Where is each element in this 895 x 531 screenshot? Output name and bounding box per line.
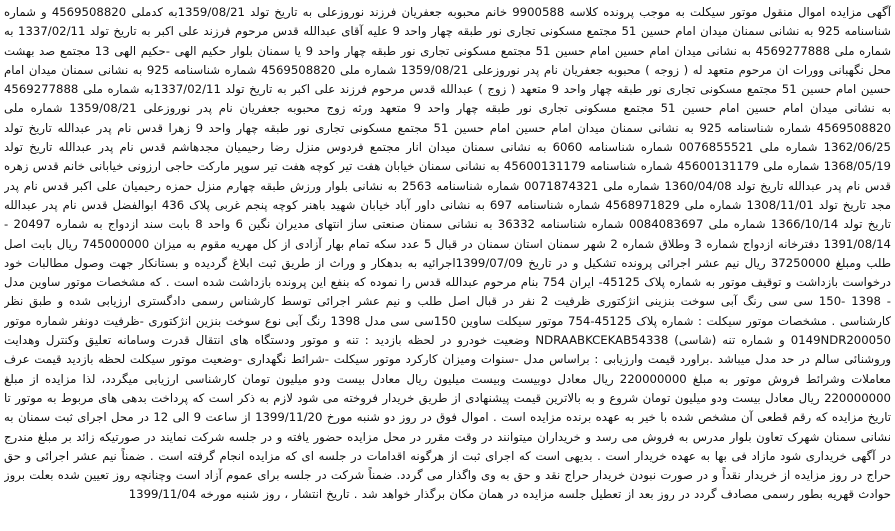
auction-notice (4, 3, 891, 529)
notice-body-text: آگهی مزایده اموال منقول موتور سیکلت به موجب پرونده کلاسه 9900588 خانم محبوبه جعفریان فرزند نوروزعلی به تاریخ تولد 1359/08/21به کدملی 4569508820 و شماره شناسنامه 925 به نشانی سمنان میدان امام حسین 51 مجتمع مسکونی تجاری نور طبقه چهار واحد 9 علیه آقای عبدالله قدس مرحوم فرزند علی اکبر به تاریخ تولد 1337/02/11 به شماره ملی 4569277888 به نشانی میدان امام حسین امام حسین 51 مجتمع مسکونی تجاری نور طبقه چهار واحد 9 یا سمنان بلوار حکیم الهی -حکیم الهی 13 مجتمع صد بهشت محل نگهبانی وورات ان مرحوم متعهد له ( زوجه ) محبوبه جعفریان نام پدر نوروزعلی 1359/08/21 شماره ملی 4569508820 شماره شناسنامه 925 به نشانی سمنان میدان امام حسین امام حسین 51 مجتمع مسکونی تجاری نور طبقه چهار واحد 9 متعهد ( زوج ) عبدالله قدس مرحوم فرزند علی اکبر به تاریخ تولد 1337/02/11به شماره ملی 4569277888 به نشانی میدان امام حسین امام حسین 51 مجتمع مسکونی تجاری نور طبقه چهار واحد 9 متعهد ورثه زوج محبوبه جعفریان نام پدر نوروزعلی 1359/08/21 شماره ملی 4569508820 شماره شناسنامه 925 به نشانی سمنان میدان امام حسین امام حسین 51 مجتمع مسکونی تجاری نور طبقه چهار واحد 9 زهرا قدس نام پدر عبدالله تاریخ تولد 1362/06/25 شماره ملی 0076855521 شماره شناسنامه 6060 به نشانی سمنان میدان انار مجتمع فردوس منزل رضا رحیمیان مجدهاشم قدس نام پدر عبدالله تاریخ تولد 1368/05/19 شماره ملی 45600131179 شماره شناسنامه 45600131179 به نشانی سمنان خیابان هفت تیر کوچه هفت تیر سوپر مارکت حاجی ارزونی خیابانی خانم قدس زهره قدس نام پدر عبدالله تاریخ تولد 1360/04/08 شماره ملی 0071874321 شماره شناسنامه 2563 به نشانی بلوار ورزش طبقه چهارم منزل حمزه رحیمیان علی اکبر قدس نام پدر مجد تاریخ تولد 1308/11/01 شماره ملی 4568971829 شماره شناسنامه 697 به نشانی داور آباد خیابان شهید باهنر کوچه پنجم غربی پلاک 436 ابوالفضل قدس نام پدر عبدالله تاریخ تولد 1366/10/14 شماره ملی 0084083697 شماره شناسنامه 36332 به نشانی سمنان صنعتی ساز انتهای مدیران نگین 6 واحد 8 بابت سند ازدواج به شماره 20497 - 1391/08/14 دفترخانه ازدواج شماره 3 وطلاق شماره 2 شهر سمنان استان سمنان در قبال 5 عدد سکه تمام بهار آزادی از کل مهریه مقوم به میزان 745000000 ریال بابت اصل طلب ومبلغ 37250000 ریال نیم عشر اجرائی پرونده تشکیل و در تاریخ 1399/07/09اجرائیه به بدهکار و وراث از طریق ثبت ابلاغ گردیده و بستانکار جهت وصول مطالبات خود درخواست بازداشت و توقیف موتور به شماره پلاک 45125- ایران 754 بنام مرحوم عبدالله قدس را نموده که بنفع این پرونده بازداشت شده است . که مشخصات موتور ساوین مدل - 1398 -150 سی سی رنگ آبی سوخت بنزینی انژکتوری ظرفیت 2 نفر در قبال اصل طلب و نیم عشر اجرائی توسط کارشناس رسمی دادگستری ارزیابی شده و طبق نظر کارشناسی . مشخصات موتور سیکلت : شماره پلاک 45125-754 موتور سیکلت ساوین 150سی سی مدل 1398 رنگ آبی نوع سوخت بنزین انژکتوری -ظرفیت دونفر شماره موتور 0149NDR200050 و شماره تنه (شاسی) NDRAABKCEKAB54338 وضعیت خودرو در لحظه بازدید : تنه و موتور ودستگاه های انتقال قدرت وسامانه تعلیق وکنترل وهدایت وروشنائی سالم در حد مدل میباشد .براورد قیمت وارزیابی : براساس مدل -سنوات ومیزان کارکرد موتور سیکلت -شرائط نگهداری -وضعیت موتور سیکلت لحظه بازدید قیمت عرف معاملات وشرائط فروش موتور به مبلغ 220000000 ریال معادل دوبیست وبیست میلیون ریال معادل بیست ودو میلیون تومان کارشناسی ارزیابی میگردد، لذا مزایده از مبلغ 220000000 ریال معادل بیست ودو میلیون تومان شروع و به بالاترین قیمت پیشنهادی از طریق خریدار فروخته می شود لازم به ذکر است که پرداخت بدهی های مربوط به موتور تا تاریخ مزایده که رقم قطعی آن مشخص شده با خیر به عهده برنده مزایده است . اموال فوق در روز دو شنبه مورخ 1399/11/20 از ساعت 9 الی 12 در محل اجرای ثبت سمنان به نشانی سمنان شهرک تعاون بلوار مدرس به فروش می رسد و خریداران میتوانند در وقت مقرر در محل مزایده حضور یافته و در جلسه شرکت نمایند در صورتیکه زائد بر مبلغ مندرج در آگهی خریداری شود مازاد فی بها به عهده خریدار است . بدیهی است که اجرای ثبت از هرگونه اقدامات در جلسه ای که مزایده انجام گرفته است . ضمناً نیم عشر اجرائی و حق حراج در روز مزایده از خریدار نقداً و در صورت نبودن خریدار حراج نقد و حق به وی واگذار می گردد. ضمناً شرکت در جلسه برای عموم آزاد است وچنانچه روز تعیین شده بعلت بروز حوادث قهریه بطور رسمی مصادف گردد در روز بعد از تعطیل جلسه مزایده در همان مکان برگذار خواهد شد . تاریخ انتشار ، روز شنبه مورخه 1399/11/04 (4, 5, 891, 502)
